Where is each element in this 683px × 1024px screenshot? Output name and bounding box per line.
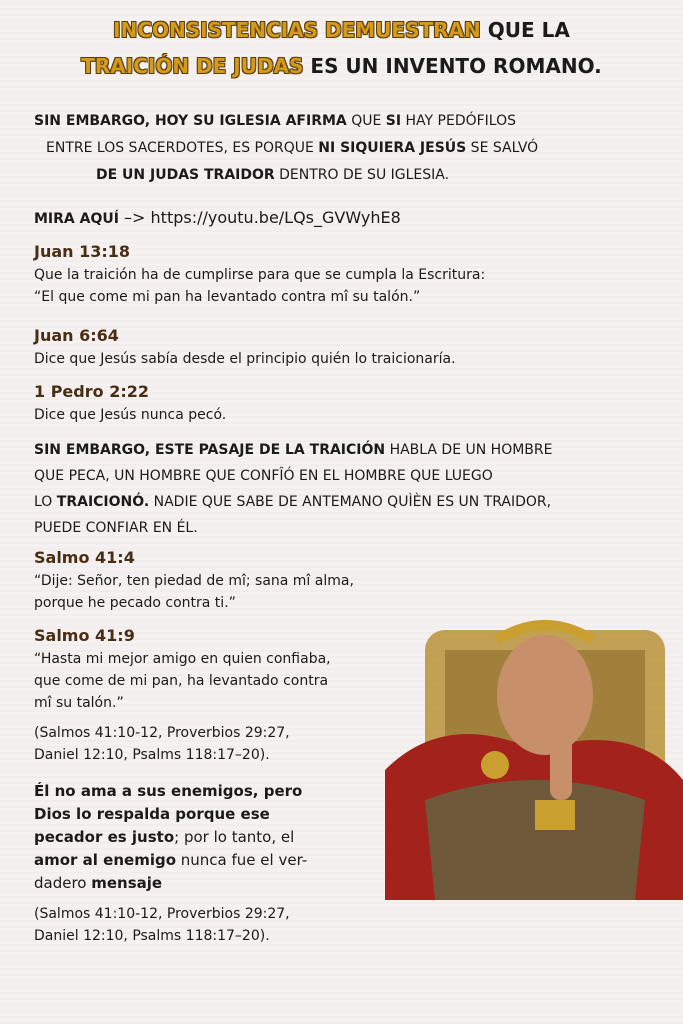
text: “El que come mi pan ha levantado contra mî su talón.” [34,289,421,305]
text: –> [118,208,151,227]
intro-paragraph [30,108,650,189]
video-link[interactable] [34,208,401,227]
text: porque he pecado contra ti.” [34,595,236,611]
text: ; por lo tanto, el [174,828,295,846]
text: Dios lo respalda porque ese [34,805,270,823]
text: Daniel 12:10, Psalms 118:17–20). [34,747,270,763]
text: pecador es justo [34,828,175,846]
text: QUE LA [487,18,570,42]
verse-1-pedro-2-22 [34,380,226,426]
text: ES UN INVENTO ROMANO. [310,54,602,78]
text: 1 Pedro 2:22 [34,382,149,401]
text: “Dije: Señor, ten piedad de mî; sana mî alma, [34,573,354,589]
text: HAY PEDÓFILOS [401,113,517,129]
text: Salmo 41:4 [34,548,135,567]
pasaje-paragraph [34,437,552,541]
text: (Salmos 41:10-12, Proverbios 29:27, [34,725,290,741]
text: https://youtu.be/LQs_GVWyhE8 [150,208,401,227]
text: Él no ama a sus enemigos, pero [34,782,303,800]
text: nunca fue el ver- [176,851,308,869]
text: Dice que Jesús sabía desde el principio quién lo traicionaría. [34,351,456,367]
text: DENTRO DE SU IGLESIA. [274,167,450,183]
text: dadero [34,874,92,892]
text: Dice que Jesús nunca pecó. [34,407,227,423]
text: HABLA DE UN HOMBRE [385,442,553,458]
text: “Hasta mi mejor amigo en quien confiaba, [34,651,331,667]
text: NI SIQUIERA JESÚS [318,140,467,156]
text: SIN EMBARGO, ESTE PASAJE DE LA TRAICIÓN [34,442,386,458]
roman-emperor-illustration [385,600,683,930]
verse-juan-6-64 [34,324,456,370]
text: Que la traición ha de cumplirse para que se cumpla la Escritura: [34,267,486,283]
page-title [0,12,683,84]
text: PUEDE CONFIAR EN ÉL. [34,520,198,536]
verse-juan-13-18 [34,240,485,308]
text: (Salmos 41:10-12, Proverbios 29:27, [34,906,290,922]
text: DE UN JUDAS TRAIDOR [96,167,275,183]
text: NADIE QUE SABE DE ANTEMANO QUÌÈN ES UN TRAIDOR, [149,494,552,510]
text: que come de mi pan, ha levantado contra [34,673,329,689]
text: mensaje [91,874,163,892]
verse-salmo-41-9 [34,624,331,766]
closing-paragraph [34,780,307,947]
text: TRAICIÓN DE JUDAS [81,54,304,78]
text: Juan 6:64 [34,326,119,345]
text: TRAICIONÓ. [56,494,150,510]
text: ENTRE LOS SACERDOTES, ES PORQUE [46,140,319,156]
text: INCONSISTENCIAS DEMUESTRAN [113,18,481,42]
text: SI [385,113,402,129]
text: Daniel 12:10, Psalms 118:17–20). [34,928,270,944]
text: QUE PECA, UN HOMBRE QUE CONFÎÓ EN EL HOMBRE QUE LUEGO [34,468,493,484]
text: Salmo 41:9 [34,626,135,645]
text: mî su talón.” [34,695,124,711]
text: QUE [346,113,386,129]
text: amor al enemigo [34,851,177,869]
text: LO [34,494,57,510]
text: MIRA AQUÍ [34,211,119,227]
text: SE SALVÓ [466,140,539,156]
verse-salmo-41-4 [34,546,354,614]
text: Juan 13:18 [34,242,131,261]
text: SIN EMBARGO, HOY SU IGLESIA AFIRMA [34,113,347,129]
